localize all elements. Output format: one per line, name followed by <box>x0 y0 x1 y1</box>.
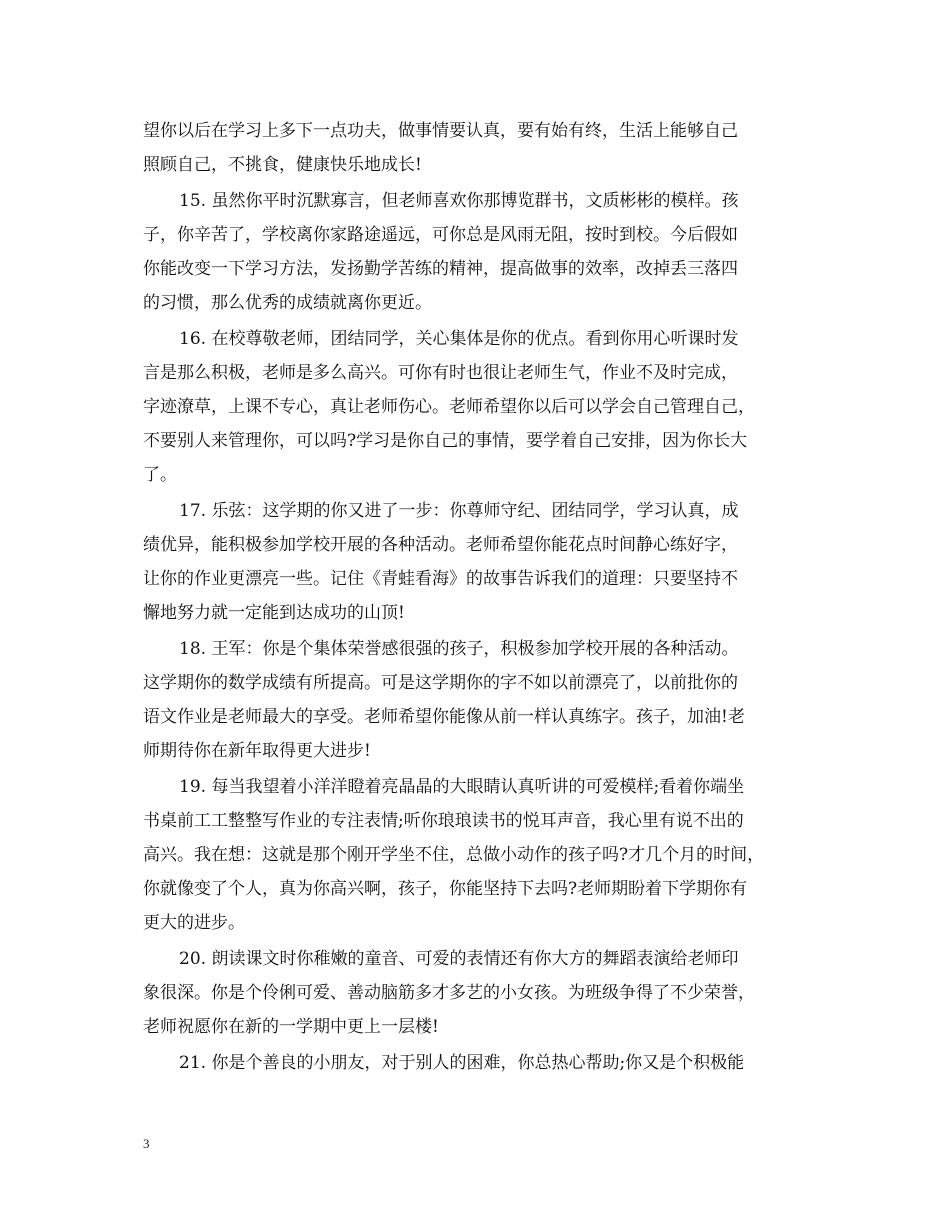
text-line: 了。 <box>143 465 177 485</box>
text-line: 绩优异，能积极参加学校开展的各种活动。老师希望你能花点时间静心练好字， <box>143 535 738 555</box>
paragraph-18-line: 18. 王军：你是个集体荣誉感很强的孩子，积极参加学校开展的各种活动。 <box>179 639 739 659</box>
text-line: 言是那么积极，老师是多么高兴。可你有时也很让老师生气，作业不及时完成， <box>143 363 738 383</box>
paragraph-15-line: 15. 虽然你平时沉默寡言，但老师喜欢你那博览群书，文质彬彬的模样。孩 <box>179 191 739 211</box>
text-line: 高兴。我在想：这就是那个刚开学坐不住，总做小动作的孩子吗?才几个月的时间， <box>143 845 765 865</box>
text-line: 语文作业是老师最大的享受。老师希望你能像从前一样认真练字。孩子，加油!老 <box>143 707 745 727</box>
paragraph-19-line: 19. 每当我望着小洋洋瞪着亮晶晶的大眼睛认真听讲的可爱模样;看着你端坐 <box>179 777 745 797</box>
text-line: 你就像变了个人，真为你高兴啊，孩子，你能坚持下去吗?老师期盼着下学期你有 <box>143 879 748 899</box>
text-line: 望你以后在学习上多下一点功夫，做事情要认真，要有始有终，生活上能够自己 <box>143 121 738 141</box>
paragraph-20-line: 20. 朗读课文时你稚嫩的童音、可爱的表情还有你大方的舞蹈表演给老师印 <box>179 949 739 969</box>
text-line: 更大的进步。 <box>143 913 245 933</box>
text-line: 老师祝愿你在新的一学期中更上一层楼! <box>143 1017 439 1037</box>
paragraph-16-line: 16. 在校尊敬老师，团结同学，关心集体是你的优点。看到你用心听课时发 <box>179 329 739 349</box>
text-line: 的习惯，那么优秀的成绩就离你更近。 <box>143 293 432 313</box>
text-line: 书桌前工工整整写作业的专注表情;听你琅琅读书的悦耳声音，我心里有说不出的 <box>143 811 744 831</box>
text-line: 让你的作业更漂亮一些。记住《青蛙看海》的故事告诉我们的道理：只要坚持不 <box>143 569 738 589</box>
text-line: 懈地努力就一定能到达成功的山顶! <box>143 603 405 623</box>
text-line: 不要别人来管理你，可以吗?学习是你自己的事情，要学着自己安排，因为你长大 <box>143 431 748 451</box>
text-line: 象很深。你是个伶俐可爱、善动脑筋多才多艺的小女孩。为班级争得了不少荣誉， <box>143 983 755 1003</box>
text-line: 你能改变一下学习方法，发扬勤学苦练的精神，提高做事的效率，改掉丢三落四 <box>143 259 738 279</box>
text-line: 子，你辛苦了，学校离你家路途遥远，可你总是风雨无阻，按时到校。今后假如 <box>143 225 738 245</box>
text-line: 这学期你的数学成绩有所提高。可是这学期你的字不如以前漂亮了，以前批你的 <box>143 673 738 693</box>
paragraph-21-line: 21. 你是个善良的小朋友，对于别人的困难，你总热心帮助;你又是个积极能 <box>179 1053 745 1073</box>
text-line: 字迹潦草，上课不专心，真让老师伤心。老师希望你以后可以学会自己管理自己， <box>143 397 755 417</box>
document-body <box>143 114 813 1080</box>
text-line: 师期待你在新年取得更大进步! <box>143 741 371 761</box>
paragraph-17-line: 17. 乐弦：这学期的你又进了一步：你尊师守纪、团结同学，学习认真，成 <box>179 501 739 521</box>
page-number: 3 <box>143 1136 150 1151</box>
text-line: 照顾自己，不挑食，健康快乐地成长! <box>143 155 422 175</box>
